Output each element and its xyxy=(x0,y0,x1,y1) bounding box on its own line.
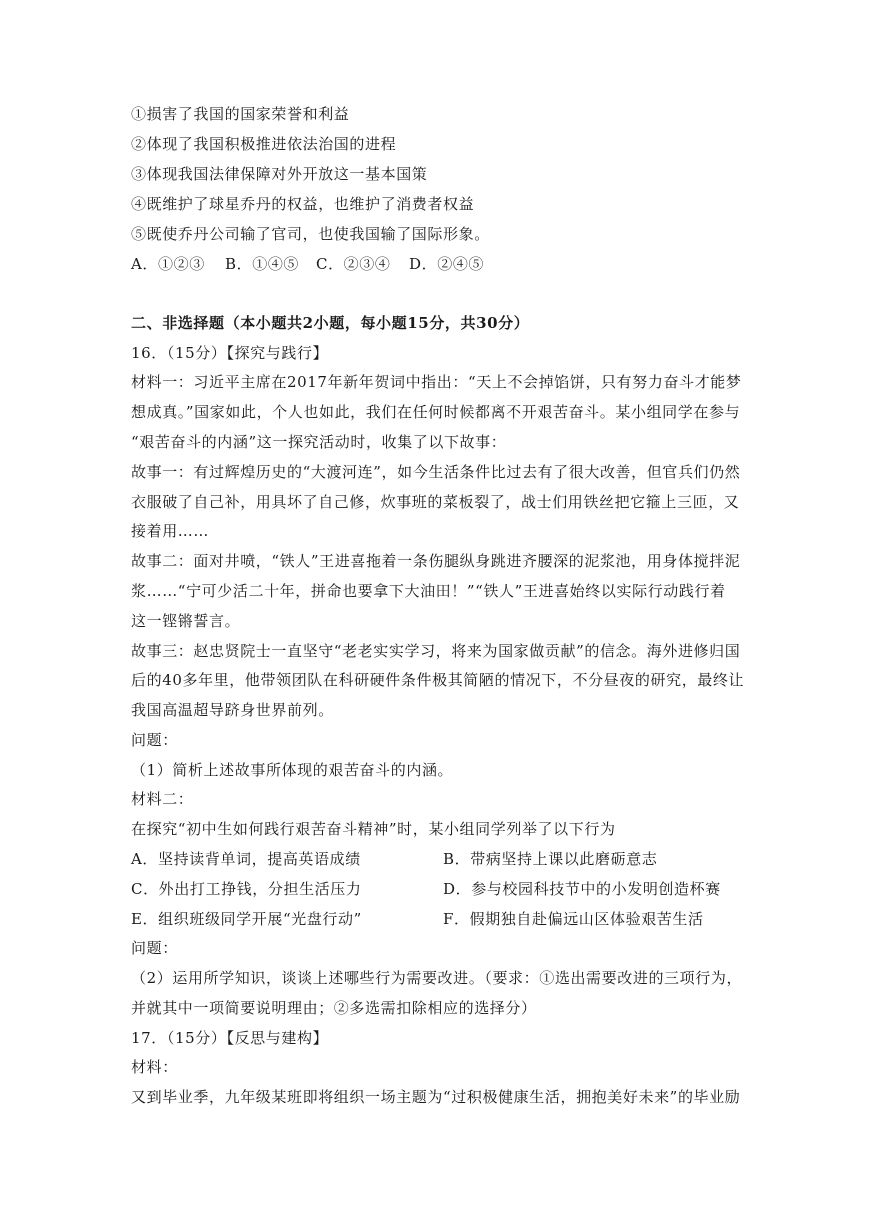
material2-label: 材料二： xyxy=(131,790,194,808)
story3-line: 故事三：赵忠贤院士一直坚守“老老实实学习，将来为国家做贡献”的信念。海外进修归国 xyxy=(131,642,741,660)
statement-2: ②体现了我国积极推进依法治国的进程 xyxy=(131,135,397,153)
story2-line: 这一铿锵誓言。 xyxy=(131,612,241,630)
story1-line: 衣服破了自己补，用具坏了自己修，炊事班的菜板裂了，战士们用铁丝把它箍上三匝，又 xyxy=(131,493,740,511)
material1-line: “艰苦奋斗的内涵”这一探究活动时，收集了以下故事： xyxy=(131,433,507,451)
material1-line: 材料一：习近平主席在2017年新年贺词中指出：“天上不会掉馅饼，只有努力奋斗才能梦 xyxy=(131,373,742,391)
question-2-line: 并就其中一项简要说明理由；②多选需扣除相应的选择分） xyxy=(131,999,537,1017)
q17-header: 17．（15分）【反思与建构】 xyxy=(131,1029,329,1047)
option-d: D．②④⑤ xyxy=(409,255,485,273)
question-1: （1）简析上述故事所体现的艰苦奋斗的内涵。 xyxy=(131,761,454,779)
question-label: 问题： xyxy=(131,939,178,957)
statement-1: ①损害了我国的国家荣誉和利益 xyxy=(131,105,350,123)
q17-text-line: 又到毕业季，九年级某班即将组织一场主题为“过积极健康生活，拥抱美好未来”的毕业励 xyxy=(131,1088,741,1106)
behavior-row xyxy=(131,849,658,869)
material2-intro: 在探究“初中生如何践行艰苦奋斗精神”时，某小组同学列举了以下行为 xyxy=(131,820,616,838)
question-2-line: （2）运用所学知识，谈谈上述哪些行为需要改进。（要求：①选出需要改进的三项行为， xyxy=(131,969,743,987)
behavior-d: D．参与校园科技节中的小发明创造杯赛 xyxy=(443,880,721,898)
option-b: B．①④⑤ xyxy=(225,255,300,273)
q16-header: 16．（15分）【探究与践行】 xyxy=(131,344,329,362)
question-label: 问题： xyxy=(131,731,178,749)
behavior-row xyxy=(131,879,721,899)
section-title: 二、非选择题（本小题共2小题，每小题15分，共30分） xyxy=(131,314,530,332)
option-a: A．①②③ xyxy=(131,255,205,273)
behavior-a: A．坚持读背单词，提高英语成绩 xyxy=(131,850,361,868)
story2-line: 故事二：面对井喷，“铁人”王进喜拖着一条伤腿纵身跳进齐腰深的泥浆池，用身体搅拌泥 xyxy=(131,552,741,570)
story1-line: 故事一：有过辉煌历史的“大渡河连”，如今生活条件比过去有了很大改善，但官兵们仍然 xyxy=(131,463,741,481)
story2-line: 浆……“宁可少活二十年，拼命也要拿下大油田！”“铁人”王进喜始终以实际行动践行着 xyxy=(131,582,726,600)
statement-5: ⑤既使乔丹公司输了官司，也使我国输了国际形象。 xyxy=(131,225,490,243)
statement-3: ③体现我国法律保障对外开放这一基本国策 xyxy=(131,165,428,183)
statement-4: ④既维护了球星乔丹的权益，也维护了消费者权益 xyxy=(131,195,475,213)
answer-options xyxy=(131,254,484,274)
behavior-c: C．外出打工挣钱，分担生活压力 xyxy=(131,880,362,898)
story1-line: 接着用…… xyxy=(131,522,210,540)
behavior-b: B．带病坚持上课以此磨砺意志 xyxy=(443,850,658,868)
behavior-e: E．组织班级同学开展“光盘行动” xyxy=(131,910,362,928)
q17-material-label: 材料： xyxy=(131,1058,178,1076)
material1-line: 想成真。”国家如此，个人也如此，我们在任何时候都离不开艰苦奋斗。某小组同学在参与 xyxy=(131,403,741,421)
behavior-row xyxy=(131,909,704,929)
behavior-f: F．假期独自赴偏远山区体验艰苦生活 xyxy=(443,910,704,928)
story3-line: 我国高温超导跻身世界前列。 xyxy=(131,701,334,719)
story3-line: 后的40多年里，他带领团队在科研硬件条件极其简陋的情况下，不分昼夜的研究，最终让 xyxy=(131,671,745,689)
option-c: C．②③④ xyxy=(316,255,391,273)
